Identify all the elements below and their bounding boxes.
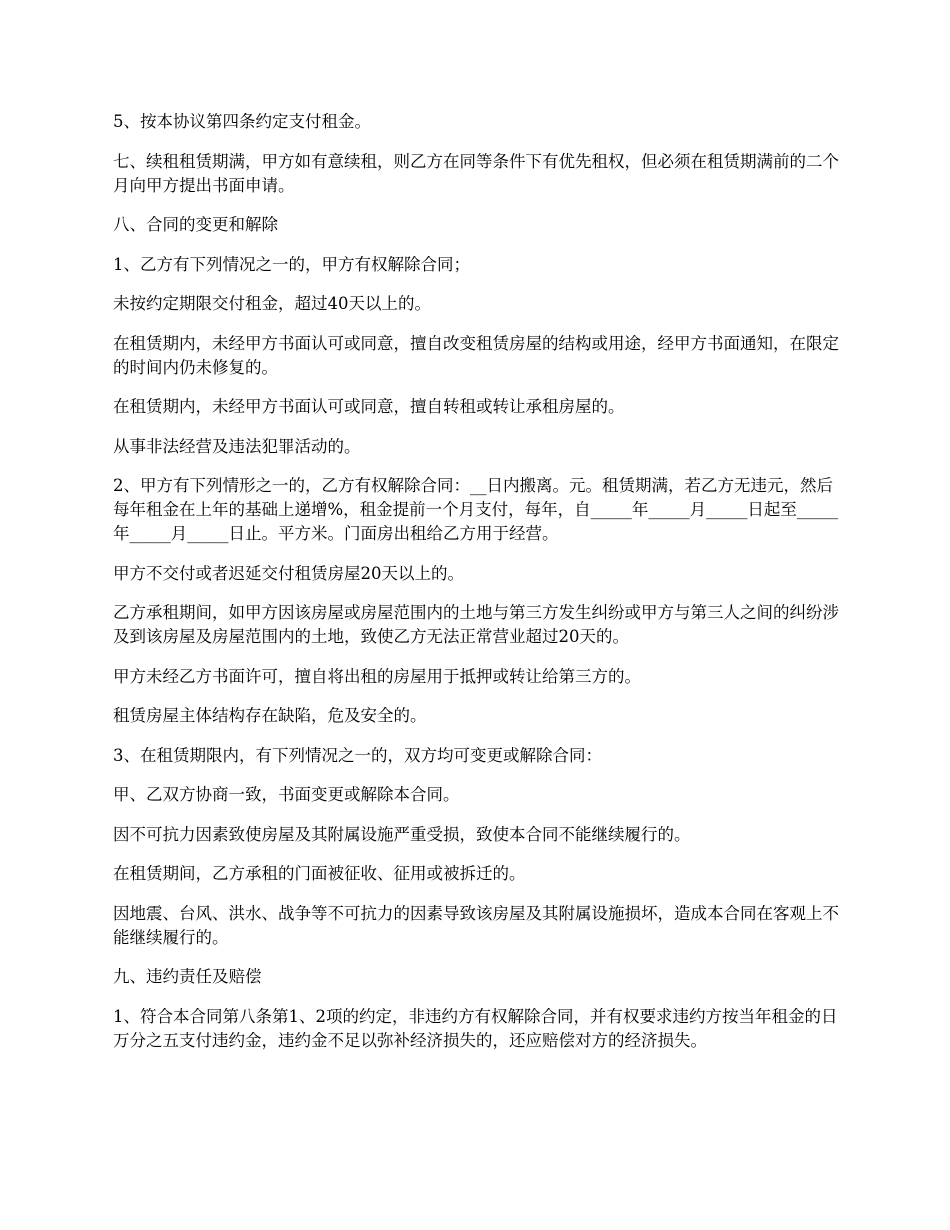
paragraph-8-2-item-b: 乙方承租期间，如甲方因该房屋或房屋范围内的土地与第三方发生纠纷或甲方与第三人之间的纠纷涉及到该房屋及房屋范围内的土地，致使乙方无法正常营业超过20天的。 [113, 603, 839, 646]
section-heading-9: 九、违约责任及赔偿 [113, 967, 262, 986]
paragraph-8-1-item-d: 从事非法经营及违法犯罪活动的。 [113, 436, 361, 456]
paragraph-clause-5-rent-payment: 5、按本协议第四条约定支付租金。 [113, 112, 371, 131]
paragraph-8-1-item-a: 未按约定期限交付租金，超过40天以上的。 [113, 294, 431, 313]
paragraph-8-2-item-a: 甲方不交付或者迟延交付租赁房屋20天以上的。 [113, 563, 464, 583]
section-heading-8: 八、合同的变更和解除 [113, 215, 278, 234]
paragraph-8-3-item-b: 因不可抗力因素致使房屋及其附属设施严重受损，致使本合同不能继续履行的。 [113, 824, 691, 844]
paragraph-9-1: 1、符合本合同第八条第1、2项的约定，非违约方有权解除合同，并有权要求违约方按当年租金的日万分之五支付违约金，违约金不足以弥补经济损失的，还应赔偿对方的经济损失。 [113, 1006, 838, 1050]
paragraph-8-2-item-d: 租赁房屋主体结构存在缺陷，危及安全的。 [113, 706, 427, 725]
paragraph-8-3-heading: 3、在租赁期限内，有下列情况之一的，双方均可变更或解除合同： [113, 745, 602, 765]
paragraph-8-2-item-c: 甲方未经乙方书面许可，擅自将出租的房屋用于抵押或转让给第三方的。 [113, 666, 641, 686]
paragraph-8-3-item-c: 在租赁期间，乙方承租的门面被征收、征用或被拆迁的。 [113, 864, 526, 883]
paragraph-8-2-heading: 2、甲方有下列情形之一的，乙方有权解除合同：__日内搬离。元。租赁期满，若乙方无违元，然后每年租金在上年的基础上递增%，租金提前一个月支付，每年，自_____年_____月_____日起至_____年_____月_____日止。平方米。门面房出租给乙方用于经营。 [113, 476, 839, 543]
paragraph-section-7-renewal: 七、续租租赁期满，甲方如有意续租，则乙方在同等条件下有优先租权，但必须在租赁期满前的二个月向甲方提出书面申请。 [113, 151, 839, 195]
paragraph-8-3-item-a: 甲、乙双方协商一致，书面变更或解除本合同。 [113, 785, 460, 804]
paragraph-8-1-heading: 1、乙方有下列情况之一的，甲方有权解除合同； [113, 254, 470, 274]
paragraph-8-3-item-d: 因地震、台风、洪水、战争等不可抗力的因素导致该房屋及其附属设施损坏，造成本合同在客观上不能继续履行的。 [113, 903, 839, 947]
paragraph-8-1-item-b: 在租赁期内，未经甲方书面认可或同意，擅自改变租赁房屋的结构或用途，经甲方书面通知，在限定的时间内仍未修复的。 [113, 333, 839, 377]
document-page [113, 110, 840, 1068]
paragraph-8-1-item-c: 在租赁期内，未经甲方书面认可或同意，擅自转租或转让承租房屋的。 [113, 397, 625, 416]
